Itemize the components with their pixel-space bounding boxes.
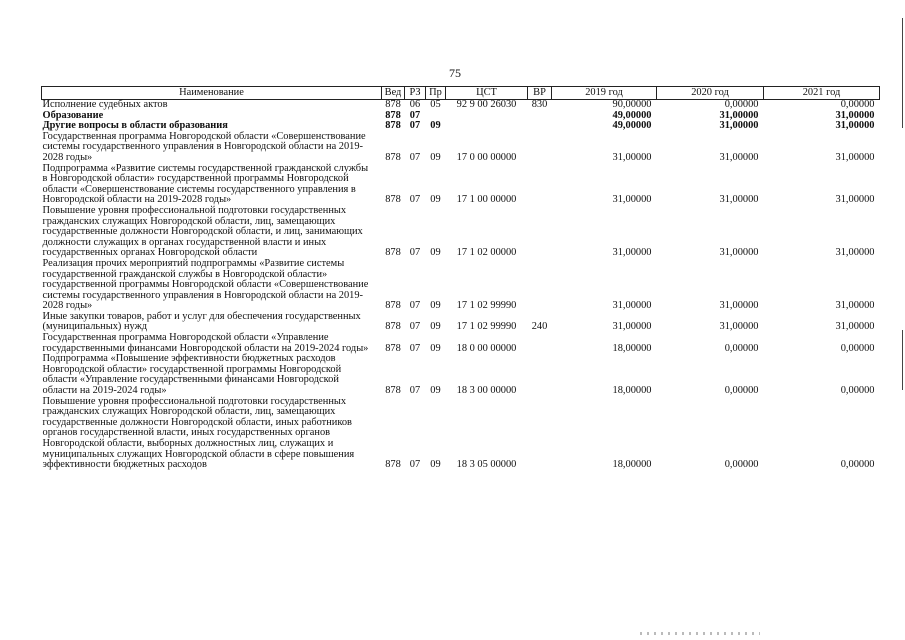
cell-rz: 07	[409, 151, 421, 163]
table-row	[42, 397, 880, 471]
cell-2019: 31,00000	[612, 194, 652, 206]
cell-pr: 05	[430, 99, 441, 110]
cell-vr	[528, 121, 552, 132]
cell-ved: 878	[385, 459, 401, 471]
cell-2019: 31,00000	[612, 247, 652, 259]
scan-edge-mark	[902, 330, 903, 390]
table-body	[42, 100, 880, 471]
header-2021: 2021 год	[764, 87, 880, 100]
cell-ved: 878	[385, 151, 401, 163]
cell-cst: 17 1 02 99990	[456, 321, 517, 333]
cell-name: Другие вопросы в области образования	[42, 120, 228, 132]
cell-pr: 09	[430, 194, 441, 206]
cell-2019: 49,00000	[612, 109, 652, 121]
cell-ved: 878	[385, 385, 401, 397]
table-row	[42, 312, 880, 333]
cell-ved: 878	[385, 247, 401, 259]
cell-cst: 18 3 05 00000	[456, 459, 517, 471]
cell-rz: 07	[409, 194, 421, 206]
cell-vr	[528, 164, 552, 206]
cell-vr	[528, 333, 552, 354]
budget-table	[41, 86, 880, 471]
cell-2019: 31,00000	[612, 321, 652, 333]
cell-name: Государственная программа Новгородской области «Совершенствование системы государственного управления в Новгородской области на 2019-2028 годы»	[42, 130, 366, 163]
cell-name: Повышение уровня профессиональной подготовки государственных гражданских служащих Новгородской области, лиц, замещающих государственные должности Новгородской области, и лиц, занимающих должности служащих в органах государственной власти и иных государственных органах Новгородской области	[42, 204, 363, 259]
cell-pr: 09	[430, 321, 441, 333]
table-row	[42, 354, 880, 396]
cell-name: Исполнение судебных актов	[42, 99, 168, 110]
cell-2021: 31,00000	[835, 247, 875, 259]
cell-2019: 18,00000	[612, 385, 652, 397]
cell-2020: 31,00000	[719, 151, 759, 163]
header-2019: 2019 год	[552, 87, 657, 100]
cell-2021: 31,00000	[835, 120, 875, 132]
cell-ved: 878	[385, 120, 401, 132]
cell-2019: 18,00000	[612, 459, 652, 471]
cell-cst: 18 3 00 00000	[456, 385, 517, 397]
cell-2020: 31,00000	[719, 109, 759, 121]
cell-vr: 830	[531, 99, 548, 110]
cell-2019: 31,00000	[612, 151, 652, 163]
budget-table-container	[41, 86, 879, 471]
table-row	[42, 206, 880, 259]
cell-cst	[446, 111, 528, 122]
cell-2021: 31,00000	[835, 321, 875, 333]
cell-pr: 09	[430, 300, 441, 312]
table-row	[42, 100, 880, 111]
cell-name: Реализация прочих мероприятий подпрограммы «Развитие системы государственной гражданской службы в Новгородской области» государственной программы Новгородской области «Совершенствование системы государственного управления в Новгородской области на 2019-2028 годы»	[42, 257, 369, 312]
cell-ved: 878	[385, 342, 401, 354]
cell-2021: 0,00000	[840, 342, 875, 354]
scan-edge-mark	[902, 18, 903, 128]
cell-name: Государственная программа Новгородской области «Управление государственными финансами Новгородской области на 2019-2024 годы»	[42, 332, 369, 354]
cell-rz: 07	[409, 120, 421, 132]
cell-2021: 31,00000	[835, 300, 875, 312]
table-row	[42, 259, 880, 312]
cell-2020: 31,00000	[719, 321, 759, 333]
cell-2021: 0,00000	[840, 385, 875, 397]
cell-pr: 09	[430, 459, 441, 471]
cell-cst: 18 0 00 00000	[456, 342, 517, 354]
cell-2021: 31,00000	[835, 151, 875, 163]
table-header	[42, 87, 880, 100]
cell-vr	[528, 206, 552, 259]
header-rz: РЗ	[405, 87, 426, 100]
cell-vr	[528, 354, 552, 396]
scan-artifact	[640, 632, 760, 635]
table-row	[42, 164, 880, 206]
cell-2021: 31,00000	[835, 194, 875, 206]
cell-2020: 31,00000	[719, 120, 759, 132]
cell-cst: 17 1 00 00000	[456, 194, 517, 206]
cell-rz: 07	[409, 247, 421, 259]
header-2020: 2020 год	[657, 87, 764, 100]
cell-cst: 17 1 02 00000	[456, 247, 517, 259]
cell-rz: 07	[409, 300, 421, 312]
cell-rz: 07	[409, 321, 421, 333]
cell-2021: 0,00000	[840, 459, 875, 471]
cell-2020: 0,00000	[724, 99, 759, 110]
cell-ved: 878	[385, 300, 401, 312]
cell-rz: 06	[409, 99, 421, 110]
cell-ved: 878	[385, 194, 401, 206]
page-number: 75	[449, 66, 461, 80]
cell-pr: 09	[430, 342, 441, 354]
cell-2020: 0,00000	[724, 342, 759, 354]
cell-rz: 07	[409, 109, 421, 121]
cell-name: Повышение уровня профессиональной подготовки государственных гражданских служащих Новгородской области, лиц, замещающих государственные должности Новгородской области, иных работников органов государственной власти, иных государственных органов Новгородской области, выборных должностных лиц, служащих и муниципальных служащих Новгородской области в сфере повышения эффективности бюджетных расходов	[42, 395, 355, 471]
cell-pr: 09	[430, 120, 441, 132]
cell-pr: 09	[430, 385, 441, 397]
cell-rz: 07	[409, 342, 421, 354]
cell-2021: 0,00000	[840, 99, 875, 110]
cell-vr	[528, 111, 552, 122]
cell-2019: 31,00000	[612, 300, 652, 312]
cell-2020: 0,00000	[724, 385, 759, 397]
cell-name: Подпрограмма «Развитие системы государственной гражданской службы в Новгородской области» государственной программы Новгородской области «Совершенствование системы государственного управления в Новгородской области на 2019-2028 годы»	[42, 162, 369, 206]
cell-name: Подпрограмма «Повышение эффективности бюджетных расходов Новгородской области» государственной программы Новгородской области «Управление государственными финансами Новгородской области на 2019-2024 годы»	[42, 353, 342, 397]
cell-vr: 240	[531, 321, 548, 333]
cell-ved: 878	[385, 99, 401, 110]
header-ved: Вед	[382, 87, 405, 100]
header-vr: ВР	[528, 87, 552, 100]
cell-name: Образование	[42, 109, 104, 121]
header-pr: Пр	[426, 87, 446, 100]
cell-rz: 07	[409, 459, 421, 471]
header-row	[42, 87, 880, 100]
cell-pr: 09	[430, 247, 441, 259]
cell-ved: 878	[385, 109, 401, 121]
header-cst: ЦСТ	[446, 87, 528, 100]
table-row	[42, 333, 880, 354]
header-name: Наименование	[42, 87, 382, 100]
cell-cst: 92 9 00 26030	[456, 99, 517, 110]
cell-cst	[446, 121, 528, 132]
cell-2021: 31,00000	[835, 109, 875, 121]
cell-vr	[528, 397, 552, 471]
cell-2020: 31,00000	[719, 194, 759, 206]
cell-cst: 17 1 02 99990	[456, 300, 517, 312]
cell-2020: 0,00000	[724, 459, 759, 471]
cell-vr	[528, 259, 552, 312]
cell-vr	[528, 132, 552, 164]
cell-ved: 878	[385, 321, 401, 333]
cell-2020: 31,00000	[719, 300, 759, 312]
cell-cst: 17 0 00 00000	[456, 151, 517, 163]
cell-2019: 90,00000	[612, 99, 652, 110]
cell-2020: 31,00000	[719, 247, 759, 259]
cell-2019: 49,00000	[612, 120, 652, 132]
cell-pr: 09	[430, 151, 441, 163]
table-row	[42, 132, 880, 164]
cell-rz: 07	[409, 385, 421, 397]
cell-name: Иные закупки товаров, работ и услуг для обеспечения государственных (муниципальных) нужд	[42, 310, 361, 333]
cell-2019: 18,00000	[612, 342, 652, 354]
